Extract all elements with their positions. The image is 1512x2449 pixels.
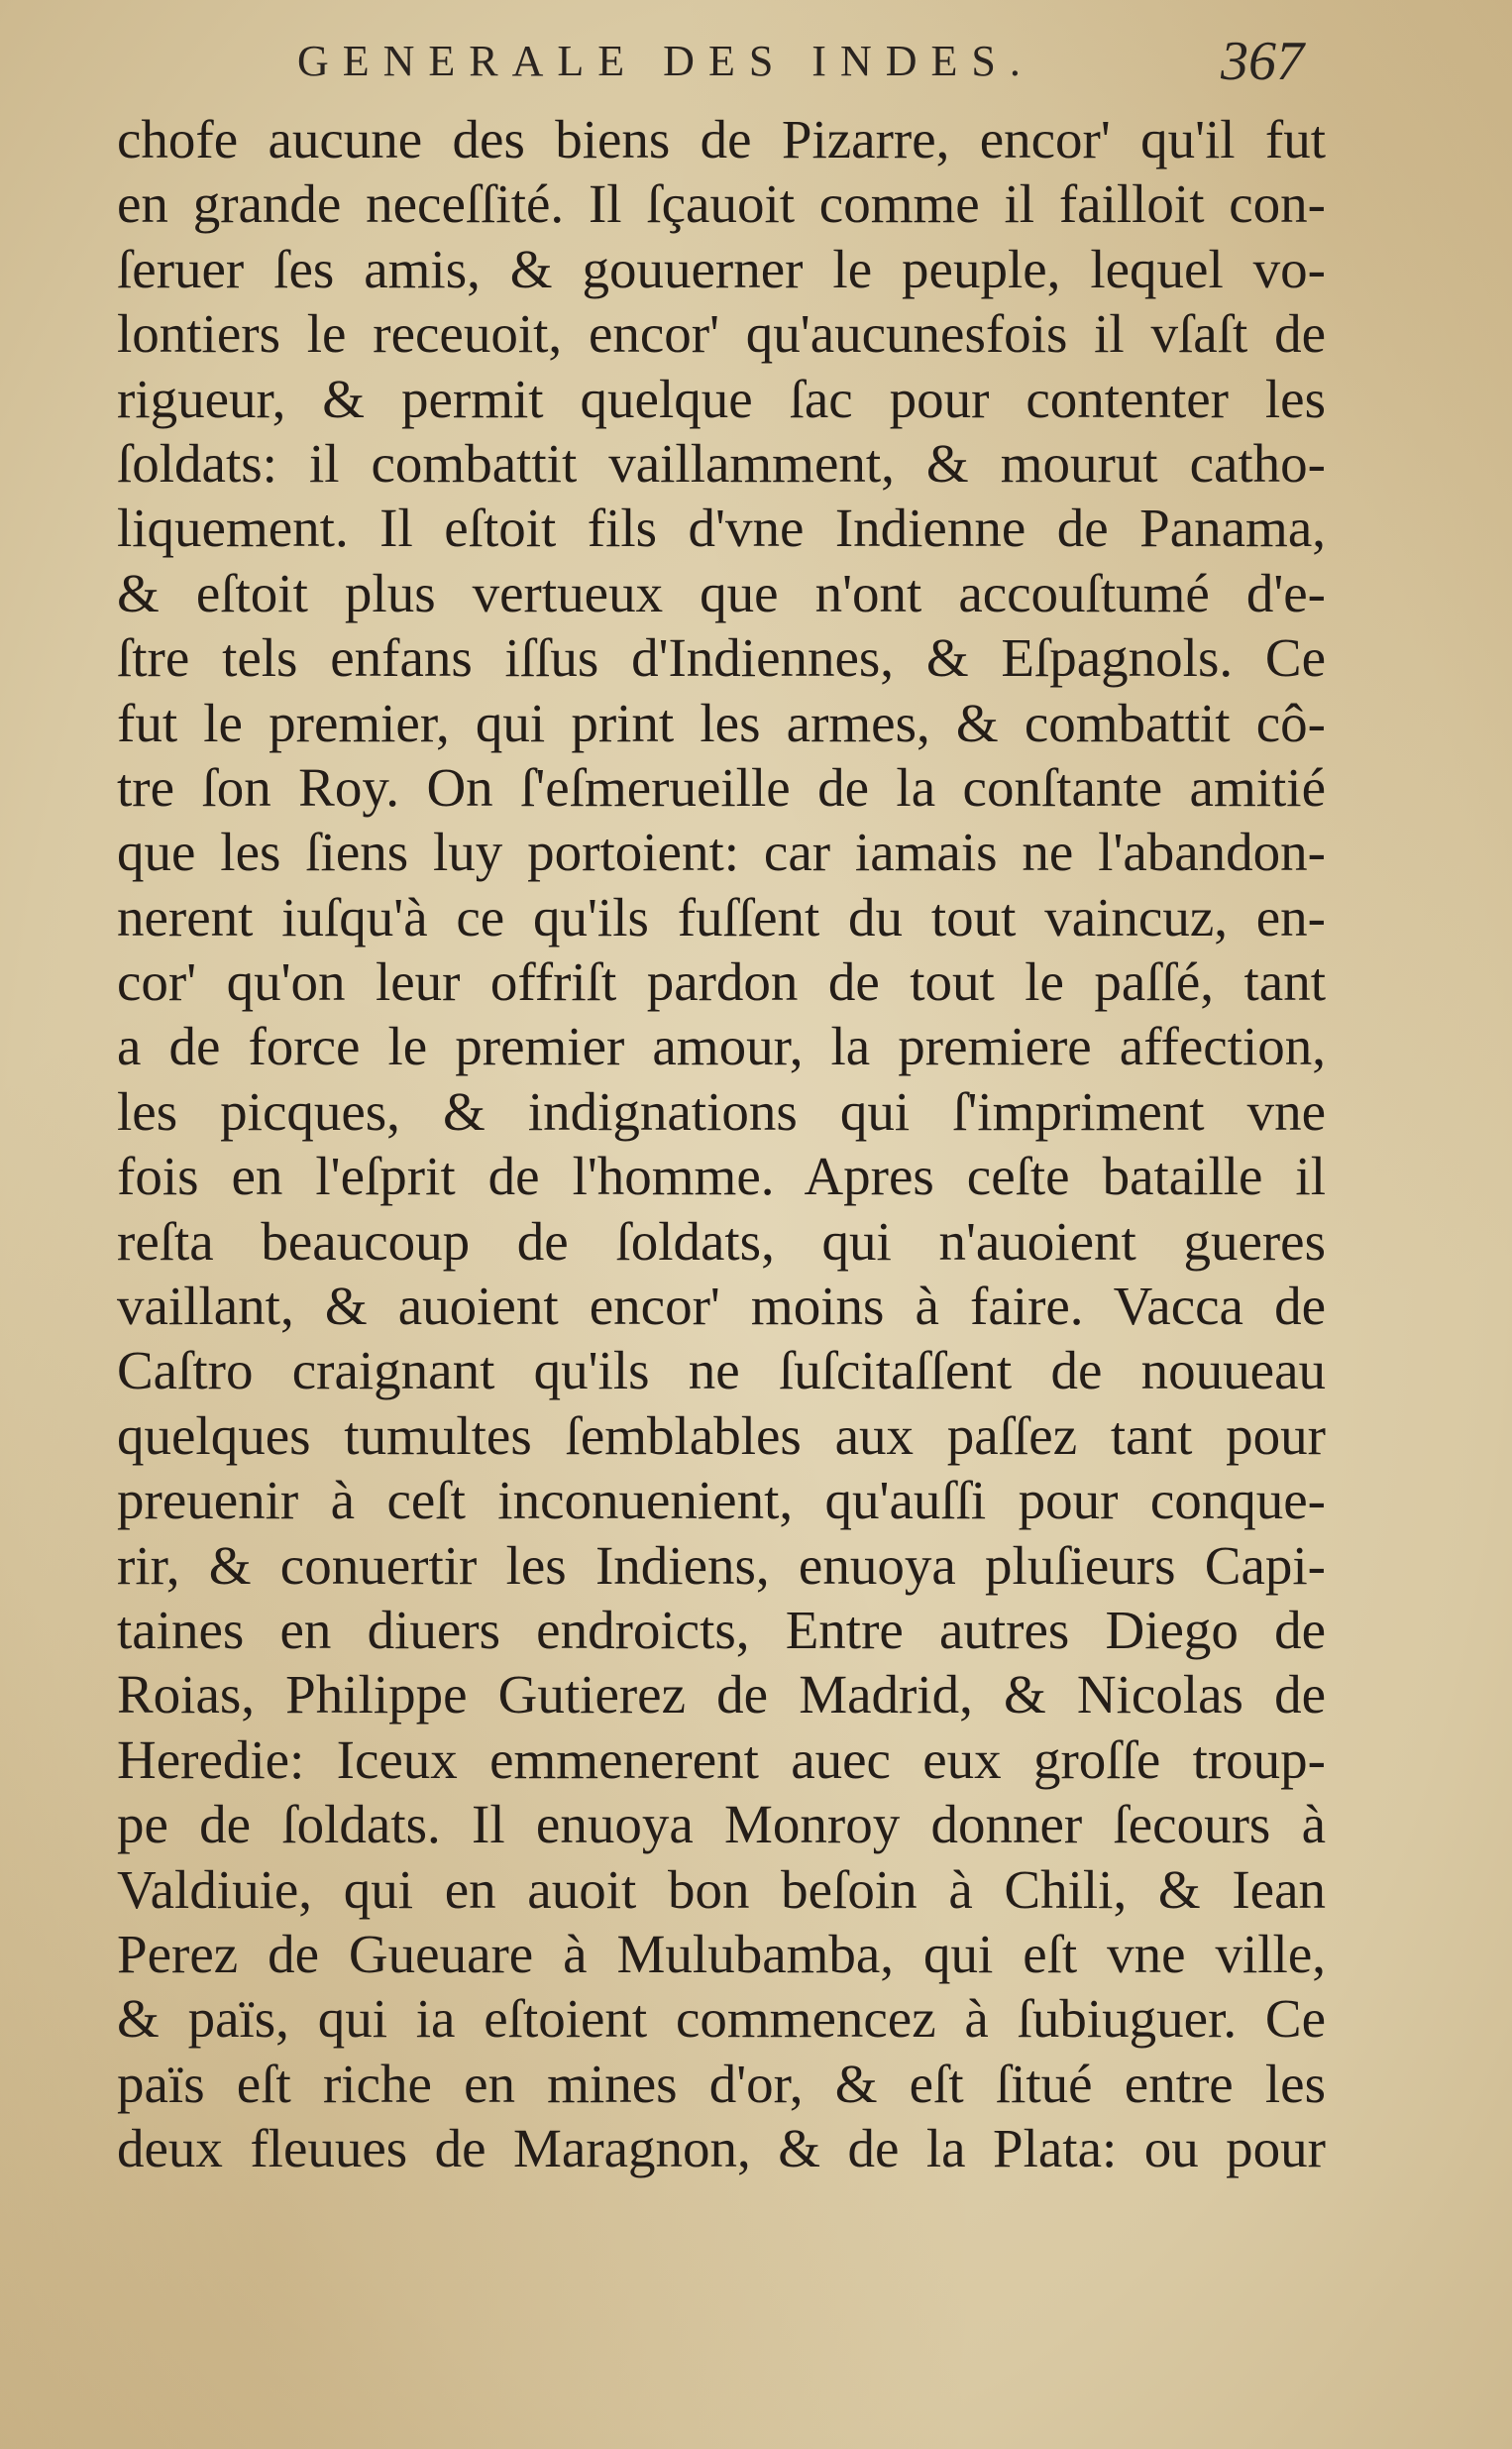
- text-line: les picques, & indignations qui ſ'impriment vne: [117, 1080, 1326, 1142]
- text-line: reſta beaucoup de ſoldats, qui n'auoient gueres: [117, 1210, 1326, 1272]
- text-line: Caſtro craignant qu'ils ne ſuſcitaſſent de nouueau: [117, 1340, 1326, 1401]
- text-line: fois en l'eſprit de l'homme. Apres ceſte bataille il: [117, 1146, 1326, 1207]
- text-line: que les ſiens luy portoient: car iamais ne l'abandon-: [117, 822, 1326, 883]
- text-line: lontiers le receuoit, encor' qu'aucunesfois il vſaſt de: [117, 303, 1326, 365]
- text-line: fut le premier, qui print les armes, & combattit cô-: [117, 692, 1326, 753]
- text-line: ſtre tels enfans iſſus d'Indiennes, & Eſpagnols. Ce: [117, 627, 1326, 689]
- text-line: nerent iuſqu'à ce qu'ils fuſſent du tout vaincuz, en-: [117, 886, 1326, 947]
- text-line: cor' qu'on leur offriſt pardon de tout le paſſé, tant: [117, 951, 1326, 1013]
- text-line: Heredie: Iceux emmenerent auec eux groſſe troup-: [117, 1728, 1326, 1790]
- text-line: Valdiuie, qui en auoit bon beſoin à Chili, & Iean: [117, 1858, 1326, 1920]
- text-line: ſeruer ſes amis, & gouuerner le peuple, lequel vo-: [117, 238, 1326, 299]
- text-line: ſoldats: il combattit vaillamment, & mourut catho-: [117, 432, 1326, 494]
- text-line: en grande neceſſité. Il ſçauoit comme il failloit con-: [117, 173, 1326, 235]
- text-line: païs eſt riche en mines d'or, & eſt ſitué entre les: [117, 2053, 1326, 2114]
- text-line: Perez de Gueuare à Mulubamba, qui eſt vne ville,: [117, 1923, 1326, 1984]
- text-line: pe de ſoldats. Il enuoya Monroy donner ſecours à: [117, 1794, 1326, 1855]
- text-line: rir, & conuertir les Indiens, enuoya pluſieurs Capi-: [117, 1534, 1326, 1596]
- text-line: rigueur, & permit quelque ſac pour contenter les: [117, 368, 1326, 429]
- text-line: chofe aucune des biens de Pizarre, encor' qu'il fut: [117, 109, 1326, 169]
- running-head: GENERALE DES INDES.: [297, 37, 1034, 85]
- text-line: liquement. Il eſtoit fils d'vne Indienne de Panama,: [117, 498, 1326, 559]
- text-line: quelques tumultes ſemblables aux paſſez tant pour: [117, 1404, 1326, 1466]
- text-line: tre ſon Roy. On ſ'eſmerueille de la conſtante amitié: [117, 756, 1326, 818]
- text-line: deux fleuues de Maragnon, & de la Plata: ou pour: [117, 2118, 1326, 2179]
- body-text: [117, 107, 1326, 2181]
- text-line: & païs, qui ia eſtoient commencez à ſubiuguer. Ce: [117, 1988, 1326, 2050]
- page-number: 367: [1221, 31, 1304, 92]
- text-line: taines en diuers endroicts, Entre autres Diego de: [117, 1599, 1326, 1660]
- text-line: vaillant, & auoient encor' moins à faire. Vacca de: [117, 1276, 1326, 1337]
- text-line: Roias, Philippe Gutierez de Madrid, & Nicolas de: [117, 1664, 1326, 1725]
- text-line: preuenir à ceſt inconuenient, qu'auſſi pour conque-: [117, 1470, 1326, 1531]
- text-line: & eſtoit plus vertueux que n'ont accouſtumé d'e-: [117, 562, 1326, 623]
- text-line: a de force le premier amour, la premiere affection,: [117, 1016, 1326, 1077]
